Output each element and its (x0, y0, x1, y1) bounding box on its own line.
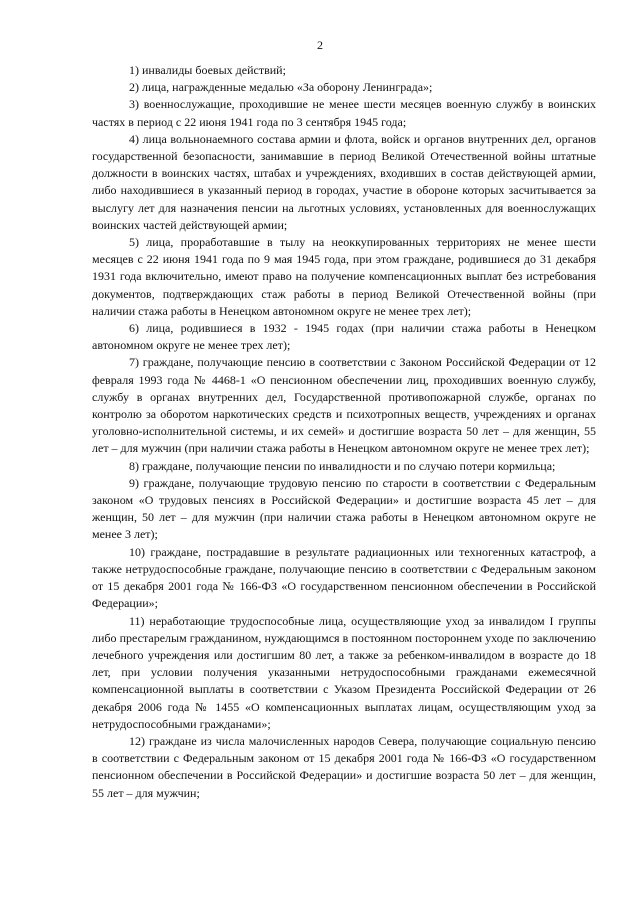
list-item: 7) граждане, получающие пенсию в соответствии с Законом Российской Федерации от 12 февраля 1993 года № 4468-1 «О пенсионном обеспечении лиц, проходивших военную службу, службу в органах внутренних дел, Государственной противопожарной службе, органах по контролю за оборотом наркотических средств и психотропных веществ, учреждениях и органах уголовно-исполнительной системы, и их семей» и достигшие возраста 50 лет – для женщин, 55 лет – для мужчин (при наличии стажа работы в Ненецком автономном округе не менее трех лет); (92, 355, 596, 456)
list-item: 2) лица, награжденные медалью «За оборону Ленинграда»; (129, 80, 433, 95)
list-item: 4) лица вольнонаемного состава армии и флота, войск и органов внутренних дел, органов государственной безопасности, занимавшие в период Великой Отечественной войны штатные должности в воинских частях, штабах и учреждениях, входивших в состав действующей армии, либо находившиеся в указанный период в городах, участие в обороне которых засчитывается за выслугу лет для назначения пенсии на льготных условиях, установленных для военнослужащих воинских частей действующей армии; (92, 131, 596, 232)
list-item: 9) граждане, получающие трудовую пенсию по старости в соответствии с Федеральным законом «О трудовых пенсиях в Российской Федерации» и достигшие возраста 45 лет – для женщин, 50 лет – для мужчин (при наличии стажа работы в Ненецком автономном округе не менее 3 лет); (92, 475, 596, 542)
list-item: 10) граждане, пострадавшие в результате радиационных или техногенных катастроф, а также нетрудоспособные граждане, получающие пенсию в соответствии с Федеральным законом от 15 декабря 2001 года № 166-ФЗ «О государственном пенсионном обеспечении в Российской Федерации»; (92, 544, 596, 611)
list-item: 5) лица, проработавшие в тылу на неоккупированных территориях не менее шести месяцев с 22 июня 1941 года по 9 мая 1945 года, при этом граждане, родившиеся до 31 декабря 1931 года включительно, имеют право на получение компенсационных выплат без истребования документов, подтверждающих стаж работы в период Великой Отечественной войны (при наличии стажа работы в Ненецком автономном округе не менее трех лет); (92, 235, 596, 318)
list-item: 8) граждане, получающие пенсии по инвалидности и по случаю потери кормильца; (129, 458, 556, 473)
document-body (92, 62, 596, 802)
list-item: 11) неработающие трудоспособные лица, осуществляющие уход за инвалидом I группы либо престарелым гражданином, нуждающимся в постоянном постороннем уходе по заключению лечебного учреждения или достигшим 80 лет, а также за ребенком-инвалидом в возрасте до 18 лет, при условии получения указанными нетрудоспособными гражданами ежемесячной компенсационной выплаты в соответствии с Указом Президента Российской Федерации от 26 декабря 2006 года № 1455 «О компенсационных выплатах лицам, осуществляющим уход за нетрудоспособными гражданами»; (92, 613, 596, 731)
list-item: 1) инвалиды боевых действий; (129, 63, 286, 77)
page-number: 2 (317, 38, 323, 52)
list-item: 12) граждане из числа малочисленных народов Севера, получающие социальную пенсию в соответствии с Федеральным законом от 15 декабря 2001 года № 166-ФЗ «О государственном пенсионном обеспечении в Российской Федерации» и достигшие возраста 50 лет – для женщин, 55 лет – для мужчин; (92, 733, 596, 800)
list-item: 6) лица, родившиеся в 1932 - 1945 годах (при наличии стажа работы в Ненецком автономном округе не менее трех лет); (92, 321, 596, 353)
list-item: 3) военнослужащие, проходившие не менее шести месяцев военную службу в воинских частях в период с 22 июня 1941 года по 3 сентября 1945 года; (92, 97, 596, 129)
